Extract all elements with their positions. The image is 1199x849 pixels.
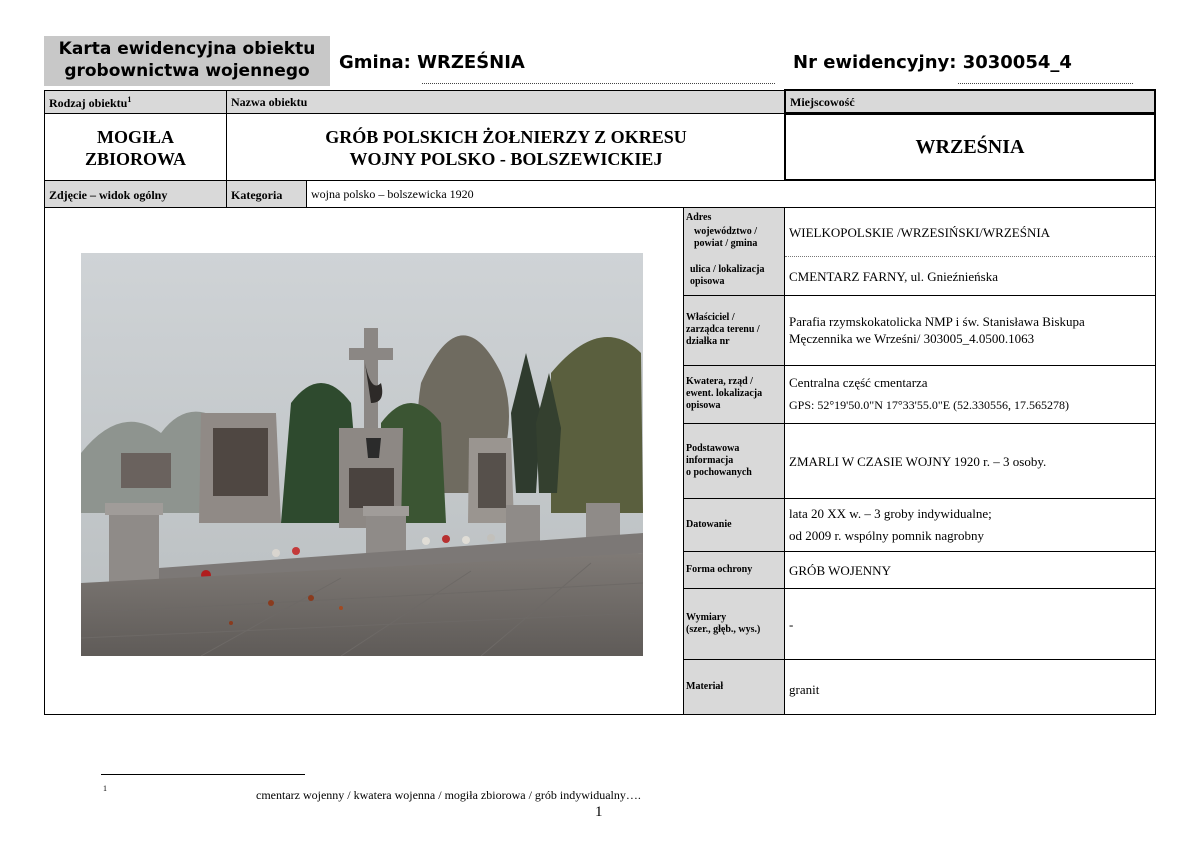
card-title — [44, 36, 330, 86]
podstawowa-label — [684, 424, 784, 498]
nr-dotted-line — [958, 83, 1133, 84]
kwatera-value-line1: Centralna część cmentarza — [789, 375, 928, 390]
wlasciciel-value — [785, 296, 1155, 364]
card-title-line2: grobownictwa wojennego — [64, 61, 310, 81]
gmina-label: Gmina: WRZEŚNIA — [339, 52, 525, 73]
forma-value-text: GRÓB WOJENNY — [789, 562, 891, 578]
footnote-number: 1 — [103, 784, 107, 793]
wymiary-value — [785, 589, 1155, 659]
material-value-text: granit — [789, 681, 820, 697]
forma-ochrony-value — [785, 552, 1155, 588]
nazwa-obiektu-label: Nazwa obiektu — [231, 95, 308, 109]
nazwa-line2: WOJNY POLSKO - BOLSZEWICKIEJ — [349, 149, 663, 169]
material-label — [684, 660, 784, 714]
datowanie-value-line2: od 2009 r. wspólny pomnik nagrobny — [789, 528, 984, 543]
podstawowa-value-text: ZMARLI W CZASIE WOJNY 1920 r. – 3 osoby. — [789, 453, 1047, 469]
wymiary-label-line1: Wymiary — [686, 612, 727, 623]
kwatera-value — [785, 366, 1155, 422]
wlasciciel-label — [684, 296, 784, 364]
material-label-text: Materiał — [686, 681, 724, 692]
wymiary-label — [684, 589, 784, 659]
wymiary-label-line2: (szer., głęb., wys.) — [686, 624, 761, 635]
kategoria-label: Kategoria — [231, 188, 283, 202]
nazwa-line1: GRÓB POLSKICH ŻOŁNIERZY Z OKRESU — [325, 127, 687, 147]
datowanie-value — [785, 499, 1155, 551]
rodzaj-line1: MOGIŁA — [96, 127, 174, 147]
wlasciciel-label-line3: działka nr — [686, 336, 730, 347]
zdjecie-header — [44, 180, 227, 208]
miejscowosc-value — [784, 113, 1156, 181]
rodzaj-obiektu-label: Rodzaj obiektu — [49, 96, 128, 110]
footnote-text: cmentarz wojenny / kwatera wojenna / mogiła zbiorowa / grób indywidualny…. — [256, 788, 641, 802]
forma-ochrony-label — [684, 552, 784, 588]
rodzaj-obiektu-value — [44, 113, 227, 181]
podstawowa-label-line2: informacja — [686, 455, 734, 466]
nazwa-obiektu-value — [226, 113, 786, 181]
ulica-label-line2: opisowa — [690, 276, 725, 287]
cemetery-photo-illustration — [81, 253, 643, 656]
podstawowa-label-line1: Podstawowa — [686, 443, 740, 454]
woj-label-line1: województwo / — [694, 226, 758, 237]
adres-label — [684, 212, 784, 224]
kategoria-value — [306, 180, 1156, 208]
footnote-ref: 1 — [127, 95, 132, 104]
kwatera-label — [684, 366, 784, 422]
podstawowa-value — [785, 424, 1155, 498]
card-title-line1: Karta ewidencyjna obiektu — [58, 39, 316, 59]
material-value — [785, 660, 1155, 718]
zdjecie-label: Zdjęcie – widok ogólny — [49, 188, 168, 202]
datowanie-value-line1: lata 20 XX w. – 3 groby indywidualne; — [789, 506, 992, 521]
kwatera-label-line1: Kwatera, rząd / — [686, 376, 753, 387]
ulica-label-line1: ulica / lokalizacja — [690, 264, 765, 275]
wlasciciel-value-line1: Parafia rzymskokatolicka NMP i św. Stanisława Biskupa — [789, 314, 1085, 329]
kwatera-label-line2: ewent. lokalizacja — [686, 388, 763, 399]
wlasciciel-label-line2: zarządca terenu / — [686, 324, 760, 335]
datowanie-label — [684, 499, 784, 551]
wymiary-value-text: - — [789, 616, 794, 632]
wlasciciel-value-line2: Męczennika we Wrześni/ 303005_4.0500.1063 — [789, 331, 1035, 346]
kategoria-text: wojna polsko – bolszewicka 1920 — [311, 187, 474, 201]
nr-ewidencyjny: Nr ewidencyjny: 3030054_4 — [793, 52, 1072, 73]
wlasciciel-label-line1: Właściciel / — [686, 312, 735, 323]
ulica-value — [785, 257, 1155, 295]
podstawowa-label-line3: o pochowanych — [686, 467, 752, 478]
adres-label-text: Adres — [686, 212, 712, 223]
gps-coordinates: GPS: 52°19'50.0"N 17°33'55.0"E (52.330556, 17.565278) — [789, 398, 1070, 412]
woj-value-text: WIELKOPOLSKIE /WRZESIŃSKI/WRZEŚNIA — [789, 224, 1051, 240]
wojewodztwo-label — [692, 224, 784, 252]
page-number: 1 — [595, 804, 603, 820]
rodzaj-obiektu-header — [44, 90, 227, 114]
wojewodztwo-value — [785, 208, 1155, 256]
miejscowosc-header — [784, 89, 1156, 114]
ulica-value-text: CMENTARZ FARNY, ul. Gnieźnieńska — [789, 268, 998, 284]
kategoria-header — [226, 180, 307, 208]
datowanie-label-text: Datowanie — [686, 519, 732, 530]
woj-label-line2: powiat / gmina — [694, 238, 758, 249]
miejscowosc-text: WRZEŚNIA — [915, 136, 1025, 158]
nazwa-obiektu-header — [226, 90, 786, 114]
ulica-label — [688, 258, 784, 294]
footnote-rule — [101, 774, 305, 775]
rodzaj-line2: ZBIOROWA — [84, 149, 187, 169]
kwatera-label-line3: opisowa — [686, 400, 721, 411]
forma-label-text: Forma ochrony — [686, 564, 753, 575]
gmina-dotted-line — [422, 83, 775, 84]
miejscowosc-label: Miejscowość — [790, 95, 855, 109]
grave-photo — [81, 253, 643, 656]
